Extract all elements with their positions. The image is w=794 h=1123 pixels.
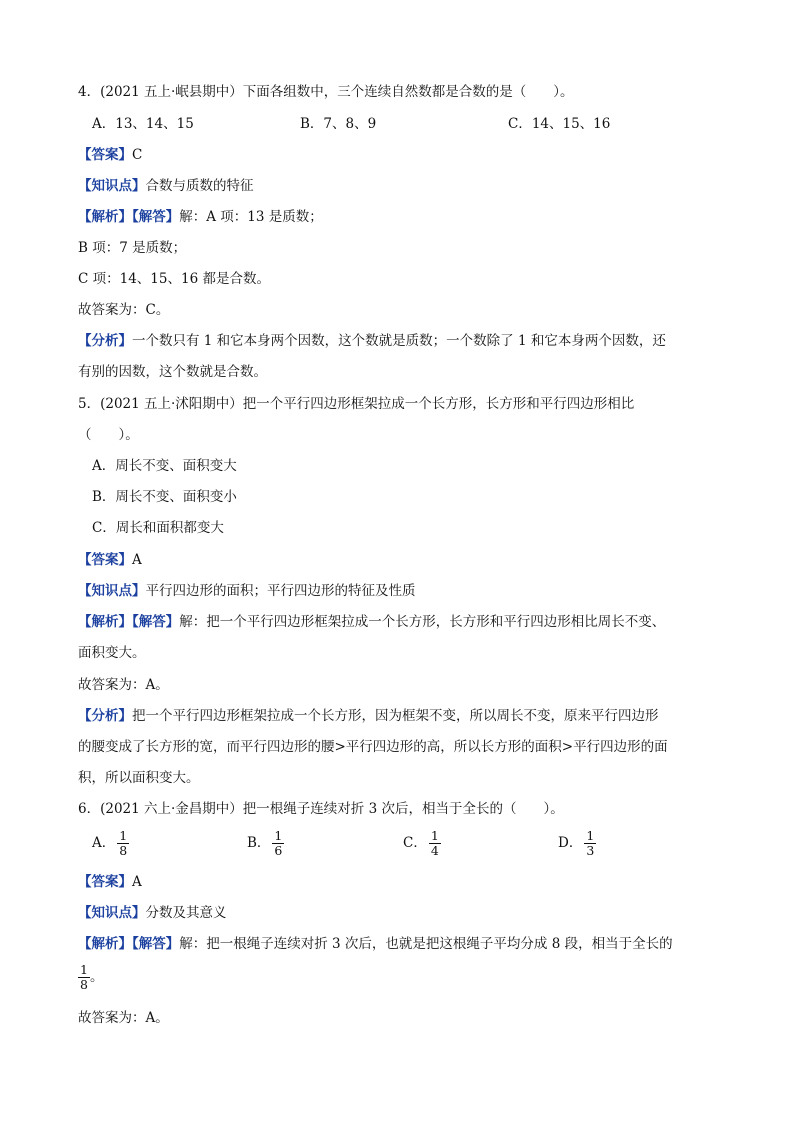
knowledge-tag: 【知识点】 (78, 905, 146, 921)
solution-tag: 【解答】 (132, 614, 180, 630)
q4-knowledge-line (78, 177, 254, 195)
q5-conclusion: 故答案为：A。 (78, 677, 169, 693)
q5-knowledge: 平行四边形的面积；平行四边形的特征及性质 (145, 583, 416, 599)
q4-analyze-line-1: 【分析】一个数只有 1 和它本身两个因数，这个数就是质数；一个数除了 1 和它本身两个因数，还 (78, 333, 666, 349)
q5-stem-line-2: （ ）。 (78, 427, 139, 443)
q4-knowledge: 合数与质数的特征 (145, 178, 254, 194)
q4-conclusion: 故答案为：C。 (78, 302, 170, 318)
fraction: $\frac{1}{6}$ (274, 828, 283, 858)
q4-option-b: B．7、8、9 (300, 116, 377, 132)
analysis-tag: 【解析】 (78, 936, 132, 952)
q5-option-c: C．周长和面积都变大 (92, 520, 224, 536)
q4-solution-line-1: 【解析】【解答】解：A 项：13 是质数； (78, 209, 323, 225)
q6-option-c: C． $\frac{1}{4}$ (403, 828, 439, 858)
q5-stem-line-1: 5．(2021 五上·沭阳期中）把一个平行四边形框架拉成一个长方形，长方形和平行四边形相比 (78, 396, 635, 412)
answer-tag: 【答案】 (78, 552, 132, 568)
q5-solution-line-1: 【解析】【解答】解：把一个平行四边形框架拉成一个长方形，长方形和平行四边形相比周长不变、 (78, 614, 666, 630)
solution-tag: 【解答】 (132, 209, 180, 225)
q6-answer-line (78, 873, 142, 891)
answer-tag: 【答案】 (78, 874, 132, 890)
q5-option-a: A．周长不变、面积变大 (92, 458, 237, 474)
fraction: $\frac{1}{3}$ (586, 828, 595, 858)
q5-answer-line (78, 551, 142, 569)
q6-option-b: B． $\frac{1}{6}$ (247, 828, 283, 858)
fraction: $\frac{1}{4}$ (430, 828, 439, 858)
q6-answer: A (132, 874, 142, 890)
q5-analyze-line-3: 积，所以面积变大。 (78, 770, 200, 786)
q4-answer: C (132, 147, 143, 163)
solution-tag: 【解答】 (132, 936, 180, 952)
q5-option-b: B．周长不变、面积变小 (92, 489, 237, 505)
q6-conclusion: 故答案为：A。 (78, 1010, 169, 1026)
analyze-tag: 【分析】 (78, 708, 132, 724)
fraction: $\frac{1}{8}$ (119, 828, 128, 858)
q5-analyze-line-2: 的腰变成了长方形的宽，而平行四边形的腰>平行四边形的高，所以长方形的面积>平行四边形的面 (78, 739, 668, 755)
answer-tag: 【答案】 (78, 147, 132, 163)
q6-knowledge: 分数及其意义 (145, 905, 227, 921)
q5-answer: A (132, 552, 142, 568)
knowledge-tag: 【知识点】 (78, 583, 146, 599)
q5-analyze-line-1: 【分析】把一个平行四边形框架拉成一个长方形，因为框架不变，所以周长不变，原来平行四边形 (78, 708, 659, 724)
q4-solution-line-2: B 项：7 是质数； (78, 240, 187, 256)
q6-knowledge-line (78, 904, 227, 922)
q6-solution-line-1: 【解析】【解答】解：把一根绳子连续对折 3 次后，也就是把这根绳子平均分成 8 段，相当于全长的 (78, 936, 673, 952)
q6-stem: 6．(2021 六上·金昌期中）把一根绳子连续对折 3 次后，相当于全长的（ ）。 (78, 801, 564, 817)
q6-solution-fraction: $\frac{1}{8}$ 。 (80, 962, 104, 992)
q6-option-a: A． $\frac{1}{8}$ (92, 828, 128, 858)
analysis-tag: 【解析】 (78, 614, 132, 630)
analysis-tag: 【解析】 (78, 209, 132, 225)
q6-option-d: D． $\frac{1}{3}$ (558, 828, 595, 858)
q5-solution-line-2: 面积变大。 (78, 645, 146, 661)
analyze-tag: 【分析】 (78, 333, 132, 349)
q4-stem: 4．(2021 五上·岷县期中）下面各组数中，三个连续自然数都是合数的是（ ）。 (78, 84, 574, 100)
q4-analyze-line-2: 有别的因数，这个数就是合数。 (78, 364, 267, 380)
q4-option-c: C．14、15、16 (508, 116, 611, 132)
q4-option-a: A．13、14、15 (92, 116, 194, 132)
q4-answer-line (78, 146, 142, 164)
fraction: $\frac{1}{8}$ (80, 962, 88, 992)
knowledge-tag: 【知识点】 (78, 178, 146, 194)
q4-solution-line-3: C 项：14、15、16 都是合数。 (78, 271, 270, 287)
q5-knowledge-line (78, 582, 416, 600)
